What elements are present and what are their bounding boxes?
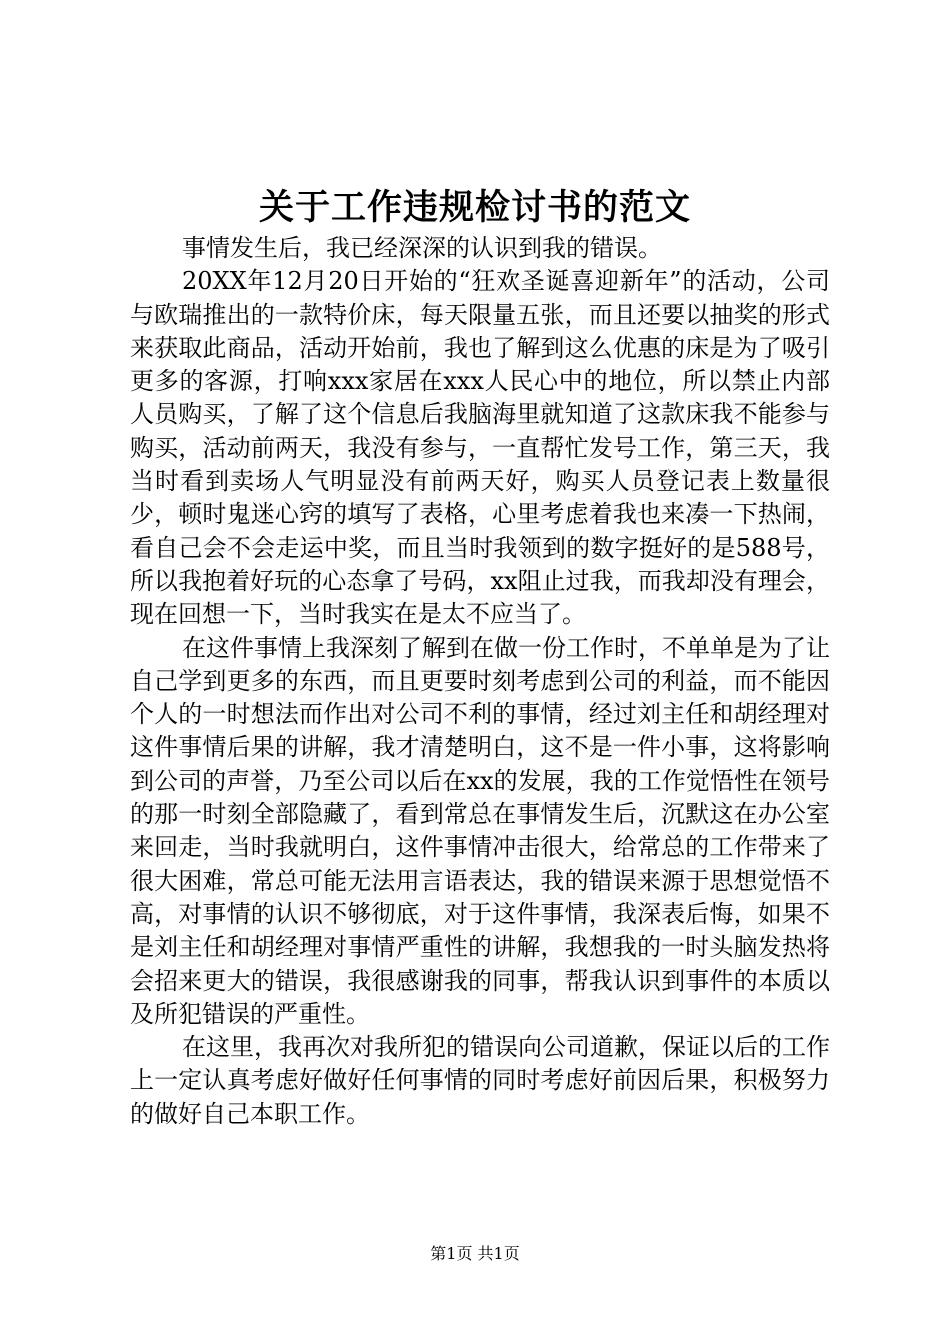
paragraph-4: 在这里，我再次对我所犯的错误向公司道歉，保证以后的工作上一定认真考虑好做好任何事情的同时考虑好前因后果，积极努力的做好自己本职工作。 [130,1033,830,1128]
paragraph-3: 在这件事情上我深刻了解到在做一份工作时，不单单是为了让自己学到更多的东西，而且更要时刻考虑到公司的利益，而不能因个人的一时想法而作出对公司不利的事情，经过刘主任和胡经理对这件事情后果的讲解，我才清楚明白，这不是一件小事，这将影响到公司的声誉，乃至公司以后在xx的发展，我的工作觉悟性在领号的那一时刻全部隐藏了，看到常总在事情发生后，沉默这在办公室来回走，当时我就明白，这件事情冲击很大，给常总的工作带来了很大困难，常总可能无法用言语表达，我的错误来源于思想觉悟不高，对事情的认识不够彻底，对于这件事情，我深表后悔，如果不是刘主任和胡经理对事情严重性的讲解，我想我的一时头脑发热将会招来更大的错误，我很感谢我的同事，帮我认识到事件的本质以及所犯错误的严重性。 [130,633,830,1028]
paragraph-2: 20XX年12月20日开始的“狂欢圣诞喜迎新年”的活动，公司与欧瑞推出的一款特价床，每天限量五张，而且还要以抽奖的形式来获取此商品，活动开始前，我也了解到这么优惠的床是为了吸引更多的客源，打响xxx家居在xxx人民心中的地位，所以禁止内部人员购买，了解了这个信息后我脑海里就知道了这款床我不能参与购买，活动前两天，我没有参与，一直帮忙发号工作，第三天，我当时看到卖场人气明显没有前两天好，购买人员登记表上数量很少，顿时鬼迷心窍的填写了表格，心里考虑着我也来凑一下热闹，看自己会不会走运中奖，而且当时我领到的数字挺好的是588号，所以我抱着好玩的心态拿了号码，xx阻止过我，而我却没有理会，现在回想一下，当时我实在是太不应当了。 [130,267,830,629]
document-body [130,232,830,1131]
document-title: 关于工作违规检讨书的范文 [258,187,691,228]
page-footer: 第1页 共1页 [430,1244,520,1263]
paragraph-1: 事情发生后，我已经深深的认识到我的错误。 [182,234,662,262]
